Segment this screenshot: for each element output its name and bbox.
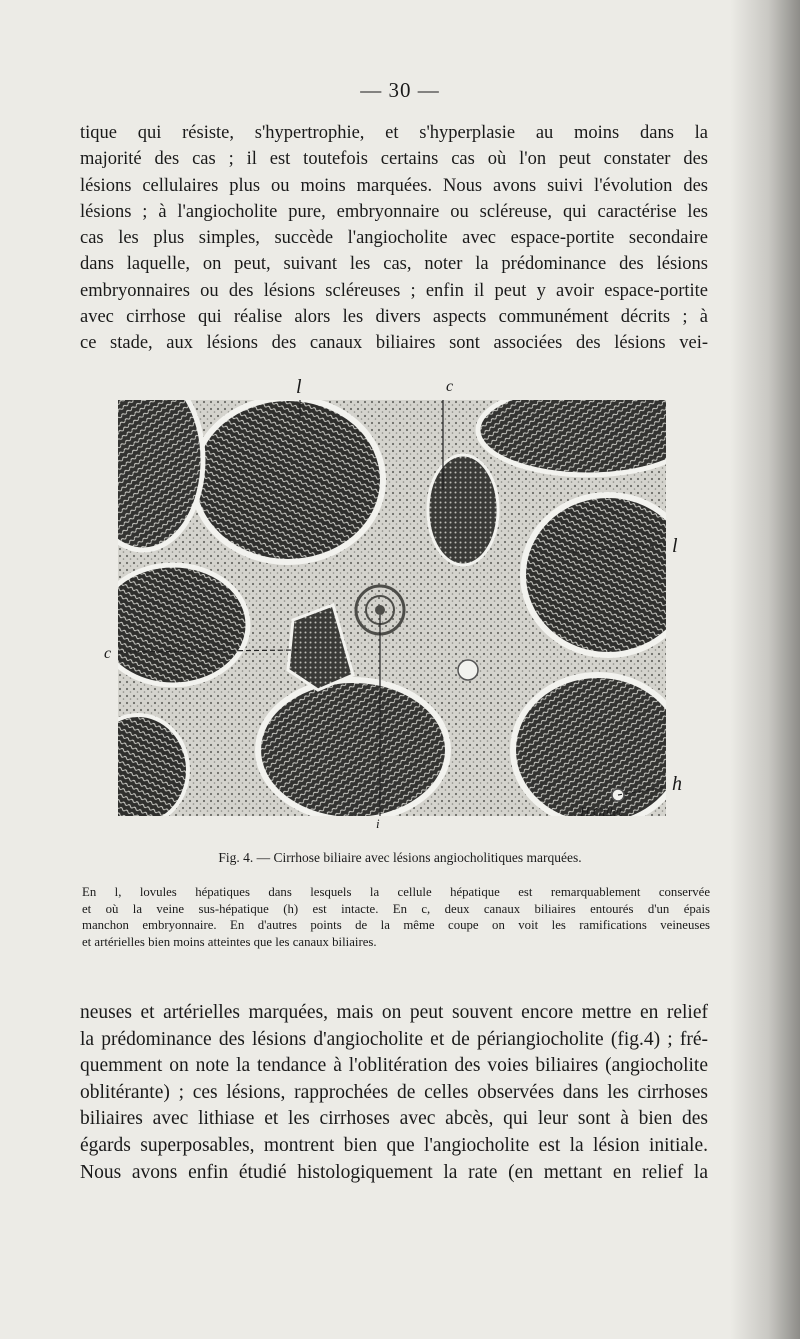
text-line: oblitérante) ; ces lésions, rapprochées de celles observées dans les cirrhoses [80, 1081, 708, 1103]
legend-line: manchon embryonnaire. En d'autres points de la même coupe on voit les ramifications veineuses [82, 918, 710, 933]
text-line: égards superposables, montrent bien que l'angiocholite est la lésion initiale. [80, 1134, 708, 1156]
page-number: — 30 — [360, 78, 440, 102]
text-line: lésions cellulaires plus ou moins marquées. Nous avons suivi l'évolution des [80, 175, 708, 196]
text-line: majorité des cas ; il est toutefois certains cas où l'on peut constater des [80, 149, 708, 170]
legend-line: En l, lovules hépatiques dans lesquels la cellule hépatique est remarquablement conservée [82, 885, 710, 899]
text-line: quemment on note la tendance à l'oblitération des voies biliaires (angiocholite [80, 1055, 708, 1077]
text-line: Nous avons enfin étudié histologiquement la rate (en mettant en relief la [80, 1161, 708, 1183]
page-edge-shadow [730, 0, 800, 1339]
text-line: dans laquelle, on peut, suivant les cas, noter la prédominance des lésions [80, 254, 708, 275]
bottom-paragraph [80, 1000, 708, 1186]
histology-figure [118, 400, 666, 816]
label-c-left: c [104, 645, 112, 662]
text-line: embryonnaires ou des lésions scléreuses ; enfin il peut y avoir espace-portite [80, 280, 708, 301]
text-line: ce stade, aux lésions des canaux biliaires sont associées des lésions vei- [80, 333, 708, 354]
label-h-right: h [672, 773, 682, 795]
figure-caption: Fig. 4. — Cirrhose biliaire avec lésions angiocholitiques marquées. [218, 850, 582, 865]
illustrator-signature: H.Gillet [580, 804, 623, 819]
text-line: cas les plus simples, succède l'angiocholite avec espace-portite secondaire [80, 228, 708, 249]
text-line: biliaires avec lithiase et les cirrhoses avec abcès, qui leur sont à bien des [80, 1108, 708, 1130]
histology-drawing [118, 400, 666, 816]
text-line: lésions ; à l'angiocholite pure, embryonnaire ou scléreuse, qui caractérise les [80, 201, 708, 222]
label-l-top: l [296, 376, 302, 398]
legend-line: et où la veine sus-hépatique (h) est intacte. En c, deux canaux biliaires entourés d'un épais [82, 901, 710, 916]
label-i-bottom: i [376, 816, 380, 831]
text-line: la prédominance des lésions d'angiocholite et de périangiocholite (fig.4) ; fré- [80, 1028, 708, 1050]
top-paragraph [80, 120, 708, 357]
text-line: neuses et artérielles marquées, mais on peut souvent encore mettre en relief [80, 1002, 708, 1023]
text-line: avec cirrhose qui réalise alors les divers aspects communément décrits ; à [80, 307, 708, 328]
label-l-right: l [672, 535, 678, 557]
figure-legend [82, 884, 710, 951]
legend-line: et artérielles bien moins atteintes que les canaux biliaires. [82, 935, 377, 950]
label-c-top: c [446, 378, 454, 395]
text-line: tique qui résiste, s'hypertrophie, et s'hyperplasie au moins dans la [80, 123, 708, 143]
